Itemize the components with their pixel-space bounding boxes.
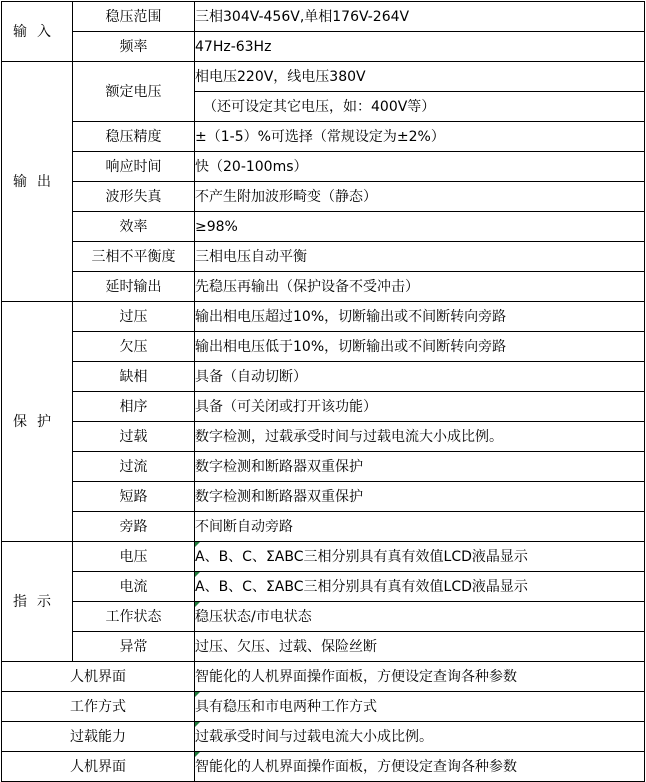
param-three-phase-imbalance: 三相不平衡度 xyxy=(73,242,195,272)
table-row xyxy=(2,662,645,692)
table-row xyxy=(2,482,645,512)
spec-table xyxy=(1,1,645,782)
param-voltage-display: 电压 xyxy=(73,542,195,572)
value-three-phase-imbalance: 三相电压自动平衡 xyxy=(195,242,645,272)
table-row xyxy=(2,302,645,332)
value-response-time: 快（20-100ms） xyxy=(195,152,645,182)
param-bypass: 旁路 xyxy=(73,512,195,542)
param-short-circuit: 短路 xyxy=(73,482,195,512)
table-row xyxy=(2,602,645,632)
param-overload-capacity: 过载能力 xyxy=(2,722,195,752)
table-row xyxy=(2,512,645,542)
value-bypass: 不间断自动旁路 xyxy=(195,512,645,542)
table-row xyxy=(2,332,645,362)
param-hmi-2: 人机界面 xyxy=(2,752,195,782)
category-protection: 保护 xyxy=(2,302,73,542)
param-rated-voltage: 额定电压 xyxy=(73,62,195,122)
param-overvoltage: 过压 xyxy=(73,302,195,332)
table-row xyxy=(2,152,645,182)
table-row xyxy=(2,392,645,422)
param-current-display: 电流 xyxy=(73,572,195,602)
table-row xyxy=(2,242,645,272)
table-row xyxy=(2,752,645,782)
value-overload: 数字检测，过载承受时间与过载电流大小成比例。 xyxy=(195,422,645,452)
param-hmi: 人机界面 xyxy=(2,662,195,692)
table-row xyxy=(2,722,645,752)
category-output: 输出 xyxy=(2,62,73,302)
value-hmi: 智能化的人机界面操作面板，方便设定查询各种参数 xyxy=(195,662,645,692)
table-row xyxy=(2,632,645,662)
param-working-status: 工作状态 xyxy=(73,602,195,632)
value-phase-sequence: 具备（可关闭或打开该功能） xyxy=(195,392,645,422)
table-row xyxy=(2,572,645,602)
value-overcurrent: 数字检测和断路器双重保护 xyxy=(195,452,645,482)
param-regulation-accuracy: 稳压精度 xyxy=(73,122,195,152)
table-row xyxy=(2,122,645,152)
param-abnormal: 异常 xyxy=(73,632,195,662)
value-undervoltage: 输出相电压低于10%，切断输出或不间断转向旁路 xyxy=(195,332,645,362)
value-voltage-display: A、B、C、ΣABC三相分别具有真有效值LCD液晶显示 xyxy=(195,542,645,572)
param-waveform-distortion: 波形失真 xyxy=(73,182,195,212)
param-phase-sequence: 相序 xyxy=(73,392,195,422)
value-current-display: A、B、C、ΣABC三相分别具有真有效值LCD液晶显示 xyxy=(195,572,645,602)
value-hmi-2: 智能化的人机界面操作面板，方便设定查询各种参数 xyxy=(195,752,645,782)
param-working-mode: 工作方式 xyxy=(2,692,195,722)
param-voltage-range: 稳压范围 xyxy=(73,2,195,32)
value-short-circuit: 数字检测和断路器双重保护 xyxy=(195,482,645,512)
param-overcurrent: 过流 xyxy=(73,452,195,482)
table-row xyxy=(2,272,645,302)
value-waveform-distortion: 不产生附加波形畸变（静态） xyxy=(195,182,645,212)
value-delayed-output: 先稳压再输出（保护设备不受冲击） xyxy=(195,272,645,302)
value-overload-capacity: 过载承受时间与过载电流大小成比例。 xyxy=(195,722,645,752)
param-overload: 过载 xyxy=(73,422,195,452)
param-efficiency: 效率 xyxy=(73,212,195,242)
category-indication: 指示 xyxy=(2,542,73,662)
value-working-status: 稳压状态/市电状态 xyxy=(195,602,645,632)
table-row xyxy=(2,212,645,242)
value-phase-loss: 具备（自动切断） xyxy=(195,362,645,392)
table-row xyxy=(2,2,645,32)
param-delayed-output: 延时输出 xyxy=(73,272,195,302)
value-voltage-range: 三相304V-456V,单相176V-264V xyxy=(195,2,645,32)
param-frequency: 频率 xyxy=(73,32,195,62)
param-undervoltage: 欠压 xyxy=(73,332,195,362)
value-overvoltage: 输出相电压超过10%，切断输出或不间断转向旁路 xyxy=(195,302,645,332)
value-frequency: 47Hz-63Hz xyxy=(195,32,645,62)
table-row xyxy=(2,62,645,92)
table-row xyxy=(2,692,645,722)
table-row xyxy=(2,32,645,62)
value-rated-voltage-line2: （还可设定其它电压，如：400V等） xyxy=(195,92,645,122)
table-row xyxy=(2,182,645,212)
param-response-time: 响应时间 xyxy=(73,152,195,182)
table-row xyxy=(2,542,645,572)
value-regulation-accuracy: ±（1-5）%可选择（常规设定为±2%） xyxy=(195,122,645,152)
category-input: 输入 xyxy=(2,2,73,62)
value-abnormal: 过压、欠压、过载、保险丝断 xyxy=(195,632,645,662)
value-efficiency: ≥98% xyxy=(195,212,645,242)
param-phase-loss: 缺相 xyxy=(73,362,195,392)
table-row xyxy=(2,452,645,482)
table-row xyxy=(2,422,645,452)
value-working-mode: 具有稳压和市电两种工作方式 xyxy=(195,692,645,722)
value-rated-voltage-line1: 相电压220V，线电压380V xyxy=(195,62,645,92)
table-row xyxy=(2,362,645,392)
